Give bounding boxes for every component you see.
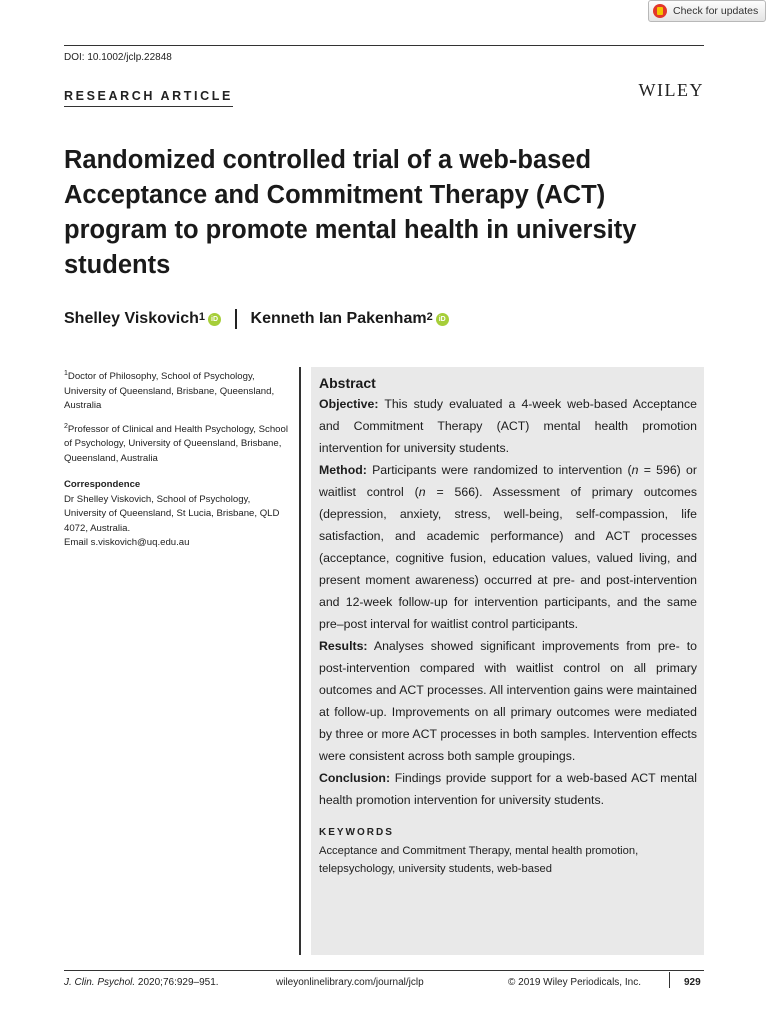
article-type: RESEARCH ARTICLE [64,89,233,107]
author-name[interactable]: Shelley Viskovich [64,310,199,327]
method-text: Participants were randomized to intervention ( [366,463,632,477]
footer-separator [669,972,670,988]
author-affiliation-mark: 2 [426,311,433,323]
abstract-method [319,459,697,635]
affiliation-text: Professor of Clinical and Health Psychology, School of Psychology, University of Queensland, Brisbane, Queensland, Australia [64,423,288,464]
correspondence-email[interactable]: Email s.viskovich@uq.edu.au [64,537,190,549]
footer-copyright: © 2019 Wiley Periodicals, Inc. [508,977,641,988]
footer-journal-url[interactable]: wileyonlinelibrary.com/journal/jclp [276,977,424,988]
affiliation-mark: 1 [64,370,68,377]
check-for-updates-label: Check for updates [673,5,759,17]
journal-abbreviation: J. Clin. Psychol. [64,977,136,988]
orcid-icon[interactable]: iD [436,313,449,326]
keywords-text: Acceptance and Commitment Therapy, mental health promotion, telepsychology, university students, web-based [319,845,639,875]
keywords-heading: KEYWORDS [319,827,394,838]
method-text: = 596) or waitlist control ( [319,463,697,499]
affiliation [64,420,290,467]
affiliation-text: Doctor of Philosophy, School of Psychology, University of Queensland, Brisbane, Queensland, Australia [64,371,275,412]
abstract-box [311,367,704,955]
article-title: Randomized controlled trial of a web-based Acceptance and Commitment Therapy (ACT) program to promote mental health in university students [64,146,637,279]
author-list [64,309,449,329]
affiliations-column [64,367,290,551]
results-label: Results: [319,639,368,653]
check-for-updates-button[interactable] [648,0,766,22]
author-name[interactable]: Kenneth Ian Pakenham [250,310,427,327]
orcid-icon[interactable]: iD [208,313,221,326]
abstract-objective [319,393,697,459]
publisher-logo: WILEY [638,80,704,100]
footer-rule [64,970,704,971]
correspondence-address: Dr Shelley Viskovich, School of Psychology, University of Queensland, St Lucia, Brisbane, QLD 4072, Australia. [64,493,280,534]
abstract-heading: Abstract [319,375,376,391]
correspondence-heading: Correspondence [64,479,141,491]
column-divider [299,367,301,955]
page-number: 929 [684,977,701,988]
n-symbol: n [418,485,426,499]
conclusion-label: Conclusion: [319,771,391,785]
conclusion-text: Findings provide support for a web-based ACT mental health promotion intervention for university students. [319,771,697,807]
abstract-results [319,635,697,767]
objective-text: This study evaluated a 4-week web-based Acceptance and Commitment Therapy (ACT) mental health promotion intervention for university students. [319,397,697,455]
results-text: Analyses showed significant improvements from pre- to post-intervention compared with waitlist control on all primary outcomes and ACT processes. All intervention gains were maintained at follow-up. Improvements on all primary outcomes were mediated by three or more ACT processes in both samples. Intervention effects were consistent across both sample groupings. [319,639,697,763]
author-affiliation-mark: 1 [198,311,206,323]
citation-text: 2020;76:929–951. [135,977,219,988]
affiliation [64,367,290,414]
header-rule [64,45,704,46]
abstract-conclusion [319,767,697,811]
n-symbol: n [631,463,639,477]
author-separator [235,309,237,329]
method-text: = 566). Assessment of primary outcomes (depression, anxiety, stress, well-being, self-compassion, life satisfaction, and academic performance) and ACT processes (acceptance, cognitive fusion, education values, valued living, and present moment awareness) occurred at pre- and post-intervention and 12-week follow-up for intervention participants, and the same pre–post interval for waitlist control participants. [319,485,698,631]
affiliation-mark: 2 [64,422,68,430]
objective-label: Objective: [319,397,379,411]
doi: DOI: 10.1002/jclp.22848 [64,52,172,63]
method-label: Method: [319,463,367,477]
footer-citation [64,977,219,988]
crossmark-icon [653,4,667,18]
